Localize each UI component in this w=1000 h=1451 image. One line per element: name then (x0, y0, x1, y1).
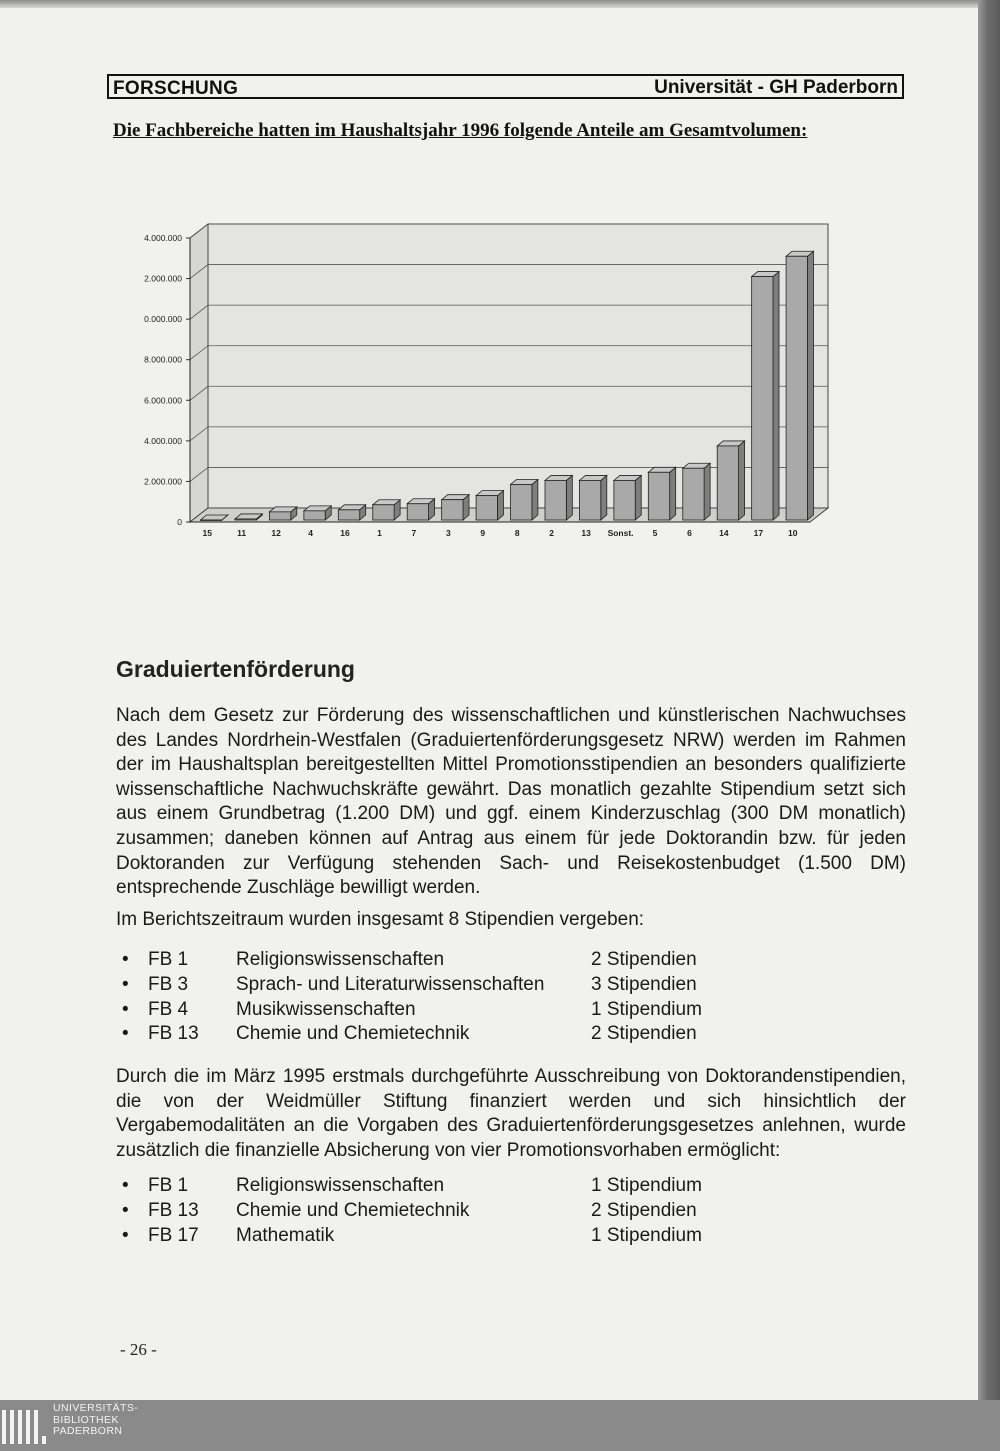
list-item-count: 3 Stipendien (591, 973, 697, 995)
chart-bar (338, 510, 359, 520)
chart-bar (545, 480, 566, 520)
chart-title: Die Fachbereiche hatten im Haushaltsjahr 1996 folgende Anteile am Gesamtvolumen: (113, 120, 808, 141)
chart-bar (373, 505, 394, 520)
bullet-icon: • (122, 973, 129, 995)
chart-y-tick-label: 6.000.000 (144, 395, 182, 406)
list-item-department: FB 4 (148, 998, 189, 1020)
paragraph-graduiertenfoerderungsgesetz: Nach dem Gesetz zur Förderung des wissenschaftlichen und künstlerischen Nachwuchses des Landes Nordrhein-Westfalen (Graduiertenförderungsgesetz NRW) werden im Rahmen der im Haushaltsplan bereitgestellten Mittel Promotionsstipendien an besonders qualifizierte wissenschaftliche Nachwuchskräfte gewährt. Das monatlich gezahlte Stipendium setzt sich aus einem Grundbetrag (1.200 DM) und ggf. einem Kinderzuschlag (300 DM monatlich) zusammen; daneben können auf Antrag aus einem für jede Doktorandin bzw. für jeden Doktoranden zur Verfügung stehenden Sach- und Reisekostenbudget (1.500 DM) entsprechende Zuschläge bewilligt werden. (116, 705, 906, 899)
list-item-department: FB 13 (148, 1023, 199, 1045)
chart-bar (407, 504, 428, 520)
chart-bar (269, 512, 290, 520)
section-heading: Graduiertenförderung (116, 656, 355, 682)
chart-bar (304, 511, 325, 520)
list-item (116, 999, 816, 1024)
chart-y-tick-label: 4.000.000 (144, 233, 182, 243)
chart-bar-side (807, 251, 813, 520)
page-number: - 26 - (120, 1340, 157, 1359)
chart-x-tick-label: 1 (377, 528, 382, 538)
chart-y-tick-label: 2.000.000 (144, 476, 182, 487)
chart-bar (786, 256, 807, 520)
bullet-icon: • (122, 1199, 129, 1221)
chart-bar (752, 277, 773, 520)
page-header (107, 74, 904, 99)
header-university-label: Universität - GH Paderborn (654, 77, 898, 98)
list-item-subject: Chemie und Chemietechnik (236, 1199, 470, 1221)
list-item-department: FB 1 (148, 1175, 189, 1196)
chart-bar (442, 500, 463, 520)
scan-top-edge (0, 0, 978, 8)
chart-x-tick-label: 15 (202, 528, 212, 538)
chart-y-tick-label: 4.000.000 (144, 435, 182, 446)
list-item (116, 1175, 816, 1200)
chart-bar-side (739, 441, 745, 520)
chart-x-tick-label: 2 (549, 528, 555, 538)
chart-x-tick-label: 11 (237, 528, 247, 538)
list-item-department: FB 1 (148, 949, 189, 970)
list-item-subject: Mathematik (236, 1224, 335, 1246)
bullet-icon: • (122, 1224, 129, 1246)
list-item-count: 1 Stipendium (591, 1224, 702, 1246)
list-item-subject: Musikwissenschaften (236, 998, 416, 1020)
library-name (53, 1403, 138, 1438)
stipend-list-nrw (116, 949, 816, 1048)
bullet-icon: • (122, 1023, 129, 1045)
chart-x-tick-label: 7 (411, 528, 417, 538)
list-item-count: 2 Stipendien (591, 1023, 697, 1045)
chart-x-tick-label: 17 (753, 528, 764, 538)
list-item-subject: Religionswissenschaften (236, 949, 445, 970)
list-item-department: FB 3 (148, 973, 189, 995)
list-item-count: 2 Stipendien (591, 949, 697, 970)
list-item-count: 1 Stipendium (591, 998, 702, 1020)
list-item-department: FB 13 (148, 1199, 199, 1221)
chart-bar-side (601, 475, 607, 520)
chart-y-tick-label: 0.000.000 (144, 314, 182, 325)
chart-bar (476, 496, 497, 520)
list-item (116, 1200, 816, 1225)
chart-y-tick-label: 0 (177, 517, 182, 527)
bullet-icon: • (122, 998, 129, 1020)
chart-bar (648, 472, 669, 520)
list-item (116, 974, 816, 999)
header-section-label: FORSCHUNG (113, 78, 239, 99)
stipend-list-weidmueller (116, 1175, 816, 1249)
chart-bar-side (773, 272, 779, 520)
scan-binding-edge (978, 0, 1000, 1400)
chart-x-tick-label: Sonst. (607, 528, 634, 538)
library-logo-icon (0, 1406, 48, 1446)
list-item-count: 2 Stipendien (591, 1199, 697, 1221)
chart-x-tick-label: 3 (445, 528, 451, 538)
chart-bar-side (704, 463, 710, 520)
list-item-subject: Sprach- und Literaturwissenschaften (236, 973, 545, 995)
chart-y-tick-label: 8.000.000 (144, 354, 182, 365)
list-item-count: 1 Stipendium (591, 1175, 702, 1196)
list-item-subject: Religionswissenschaften (236, 1175, 445, 1196)
chart-bar (201, 520, 222, 521)
chart-x-tick-label: 10 (788, 528, 798, 538)
paragraph-weidmueller-stiftung: Durch die im März 1995 erstmals durchgeführte Ausschreibung von Doktorandenstipendien, die von der Weidmüller Stiftung finanziert werden und sich hinsichtlich der Vergabemodalitäten an die Vorgaben des Graduiertenförderungsgesetzes anlehnen, wurde zusätzlich die finanzielle Absicherung von vier Promotionsvorhaben ermöglicht: (116, 1066, 906, 1161)
chart-bar (579, 480, 600, 520)
bar-chart (100, 200, 840, 550)
chart-bar-side (635, 475, 641, 520)
chart-bar (683, 468, 704, 520)
list-item (116, 1023, 816, 1048)
chart-bar-side (566, 475, 572, 520)
chart-x-tick-label: 9 (480, 528, 486, 538)
list-item (116, 949, 816, 974)
bullet-icon: • (122, 949, 129, 970)
chart-x-tick-label: 6 (687, 528, 692, 538)
chart-bar-side (532, 479, 538, 520)
chart-x-tick-label: 12 (271, 528, 281, 538)
chart-y-tick-label: 2.000.000 (144, 273, 182, 284)
chart-x-tick-label: 14 (719, 528, 729, 538)
chart-bar (717, 446, 738, 520)
chart-side-wall (190, 224, 208, 522)
chart-x-tick-label: 5 (652, 528, 658, 538)
chart-bar (511, 484, 532, 520)
chart-bar (614, 480, 635, 520)
library-name-line2: BIBLIOTHEK (53, 1413, 119, 1426)
library-name-line1: UNIVERSITÄTS- (53, 1402, 139, 1414)
chart-x-tick-label: 16 (340, 528, 350, 538)
bullet-icon: • (122, 1175, 129, 1196)
chart-x-tick-label: 8 (514, 528, 520, 538)
library-name-line3: PADERBORN (53, 1425, 123, 1437)
chart-bar (235, 519, 256, 520)
list-item-subject: Chemie und Chemietechnik (236, 1023, 470, 1045)
list-item (116, 1225, 816, 1250)
list-item-department: FB 17 (148, 1224, 199, 1246)
chart-x-tick-label: 13 (581, 528, 591, 538)
chart-x-tick-label: 4 (308, 528, 313, 538)
library-footer (0, 1400, 1000, 1451)
paragraph-stipendien-count: Im Berichtszeitraum wurden insgesamt 8 Stipendien vergeben: (116, 909, 645, 930)
chart-bar-side (670, 467, 676, 520)
